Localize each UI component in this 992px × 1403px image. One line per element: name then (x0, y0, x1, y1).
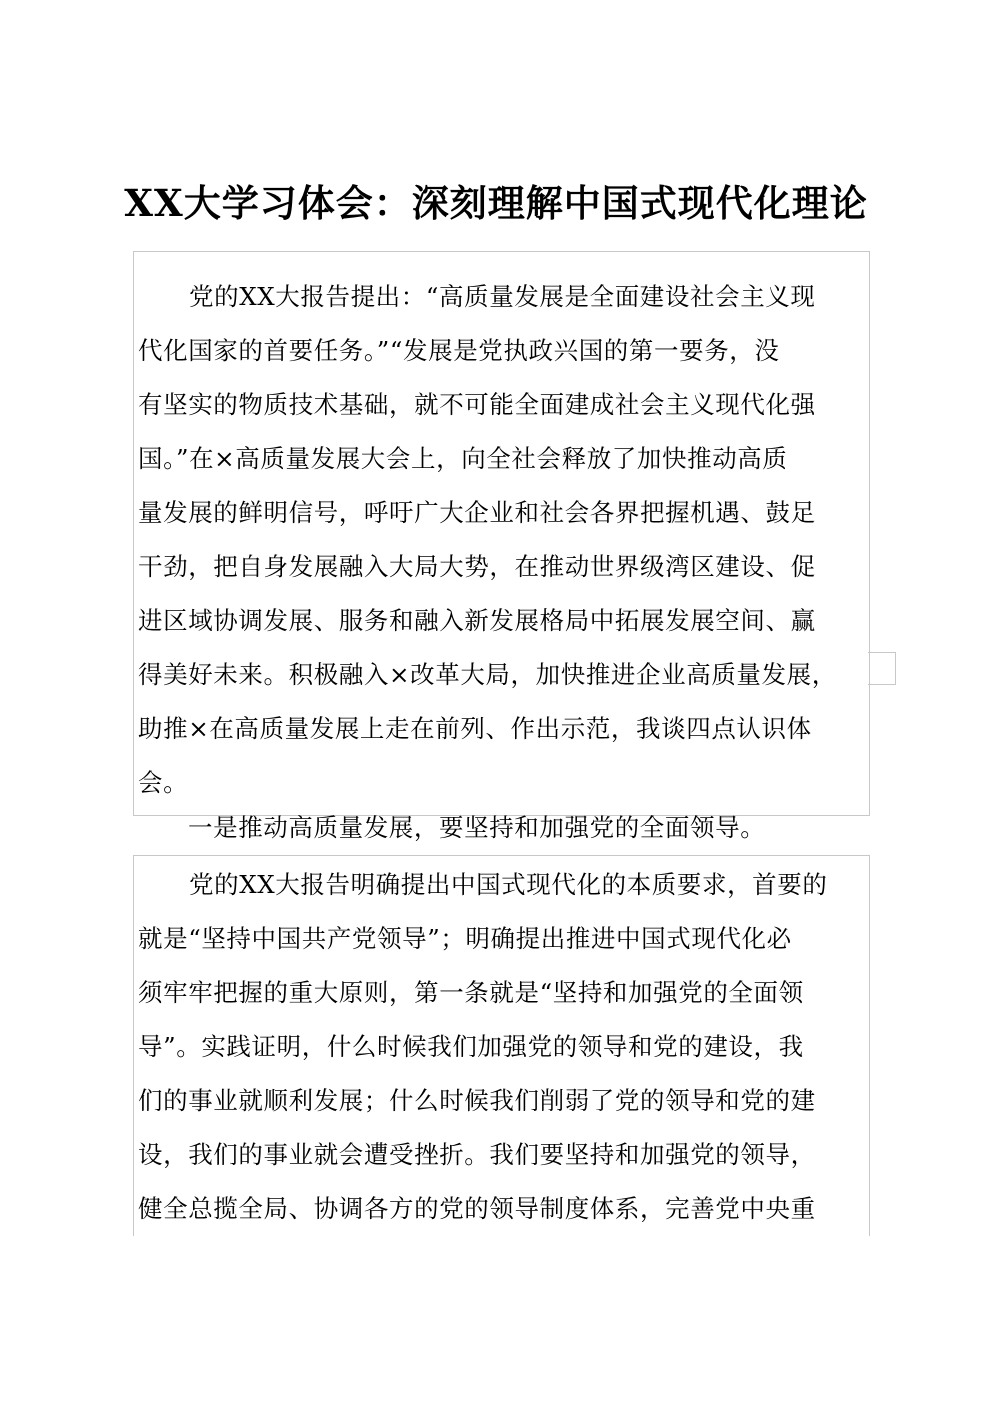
paragraph-line: 有坚实的物质技术基础，就不可能全面建成社会主义现代化强 (138, 390, 816, 419)
paragraph-line: 进区域协调发展、服务和融入新发展格局中拓展发展空间、赢 (138, 606, 816, 635)
paragraph-line: 党的XX大报告明确提出中国式现代化的本质要求，首要的 (189, 870, 828, 899)
paragraph-line: 会。 (138, 768, 189, 797)
paragraph-line: 须牢牢把握的重大原则，第一条就是“坚持和加强党的全面领 (138, 978, 804, 1007)
paragraph-line: 得美好未来。积极融入×改革大局，加快推进企业高质量发展， (138, 660, 837, 689)
overflow-marker-bottom (868, 684, 896, 685)
paragraph-line: 设，我们的事业就会遭受挫折。我们要坚持和加强党的领导， (138, 1140, 816, 1169)
overflow-marker-vertical (895, 652, 896, 684)
paragraph-line: 干劲，把自身发展融入大局大势，在推动世界级湾区建设、促 (138, 552, 816, 581)
section-heading-text: 一是推动高质量发展，要坚持和加强党的全面领导。 (188, 813, 766, 842)
paragraph-line: 就是“坚持中国共产党领导”；明确提出推进中国式现代化必 (138, 924, 792, 953)
paragraph-line: 健全总揽全局、协调各方的党的领导制度体系，完善党中央重 (138, 1194, 816, 1223)
paragraph-1 (133, 251, 870, 816)
paragraph-line: 代化国家的首要任务。”“发展是党执政兴国的第一要务，没 (138, 336, 780, 365)
paragraph-line: 助推×在高质量发展上走在前列、作出示范，我谈四点认识体 (138, 714, 812, 743)
section-heading-1 (133, 801, 868, 855)
paragraph-line: 量发展的鲜明信号，呼吁广大企业和社会各界把握机遇、鼓足 (138, 498, 816, 527)
paragraph-line: 党的XX大报告提出：“高质量发展是全面建设社会主义现 (189, 282, 816, 311)
paragraph-line: 导”。实践证明，什么时候我们加强党的领导和党的建设，我 (138, 1032, 804, 1061)
overflow-marker (868, 652, 896, 653)
document-title: XX大学习体会：深刻理解中国式现代化理论 (124, 181, 868, 225)
paragraph-2 (133, 855, 870, 1236)
paragraph-line: 们的事业就顺利发展；什么时候我们削弱了党的领导和党的建 (138, 1086, 816, 1115)
paragraph-line: 国。”在×高质量发展大会上，向全社会释放了加快推动高质 (138, 444, 788, 473)
